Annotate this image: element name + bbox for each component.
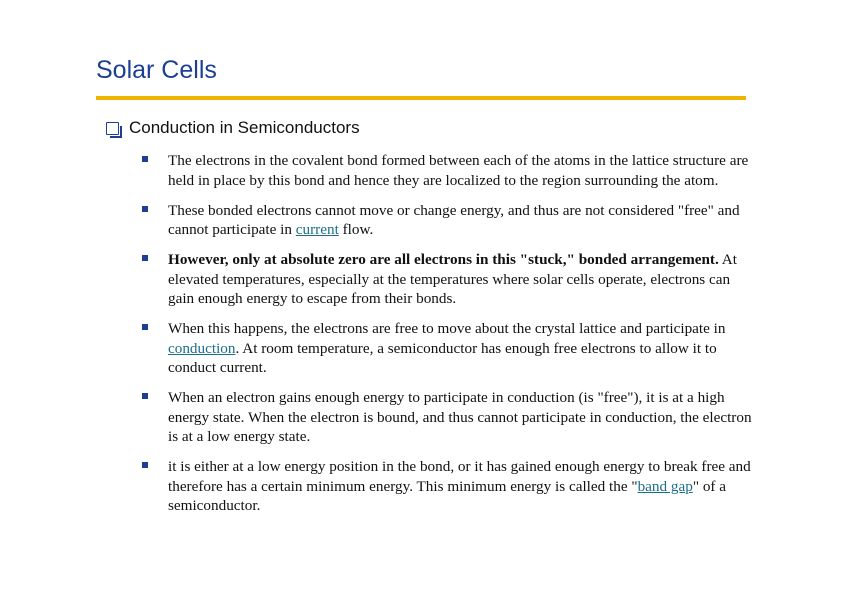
square-bullet-icon: [142, 255, 148, 261]
current-link[interactable]: current: [295, 221, 339, 238]
section-heading-text: Conduction in Semiconductors: [129, 118, 360, 137]
band-gap-link[interactable]: band gap: [637, 477, 693, 495]
bullet-text-tail: At elevated temperatures, especially at the temperatures where solar cells operate, electrons can gain enough energy to escape from their bonds.: [168, 251, 737, 307]
slide-title: Solar Cells: [96, 56, 217, 84]
square-bullet-icon: [142, 324, 148, 330]
bullet-item-3: [140, 250, 752, 309]
bullet-bold-text: However, only at absolute zero are all electrons in this "stuck," bonded arrangement.: [168, 251, 719, 268]
bullet-text-tail: " of a semiconductor.: [168, 477, 727, 514]
bullet-text-tail: . At room temperature, a semiconductor has enough free electrons to allow it to conduct current.: [168, 339, 717, 376]
bullet-text: When an electron gains enough energy to participate in conduction (is "free"), it is at a high energy state. When the electron is bound, and thus cannot participate in conduction, the electron is at a low energy state.: [168, 389, 752, 445]
bullet-text: The electrons in the covalent bond formed between each of the atoms in the lattice structure are held in place by this bond and hence they are localized to the region surrounding the atom.: [168, 152, 749, 189]
bullet-text-tail: flow.: [338, 221, 374, 238]
bullet-text: These bonded electrons cannot move or change energy, and thus are not considered "free" and cannot participate in: [168, 201, 740, 238]
bullet-item-6: [140, 457, 752, 516]
bullet-text: When this happens, the electrons are free to move about the crystal lattice and participate in: [168, 320, 726, 337]
conduction-link[interactable]: conduction: [168, 339, 236, 357]
section-heading: [106, 118, 360, 138]
square-bullet-icon: [142, 393, 148, 399]
bullet-item-1: [140, 151, 752, 190]
bullet-text: it is either at a low energy position in the bond, or it has gained enough energy to break free and therefore has a certain minimum energy. This minimum energy is called the ": [168, 458, 751, 495]
bullet-item-4: [140, 319, 752, 378]
square-bullet-icon: [142, 156, 148, 162]
checkbox-bullet-icon: [106, 122, 119, 135]
bullet-item-2: [140, 201, 752, 240]
square-bullet-icon: [142, 206, 148, 212]
square-bullet-icon: [142, 462, 148, 468]
bullet-list: [140, 151, 752, 526]
bullet-item-5: [140, 388, 752, 447]
title-underline: [96, 96, 746, 100]
